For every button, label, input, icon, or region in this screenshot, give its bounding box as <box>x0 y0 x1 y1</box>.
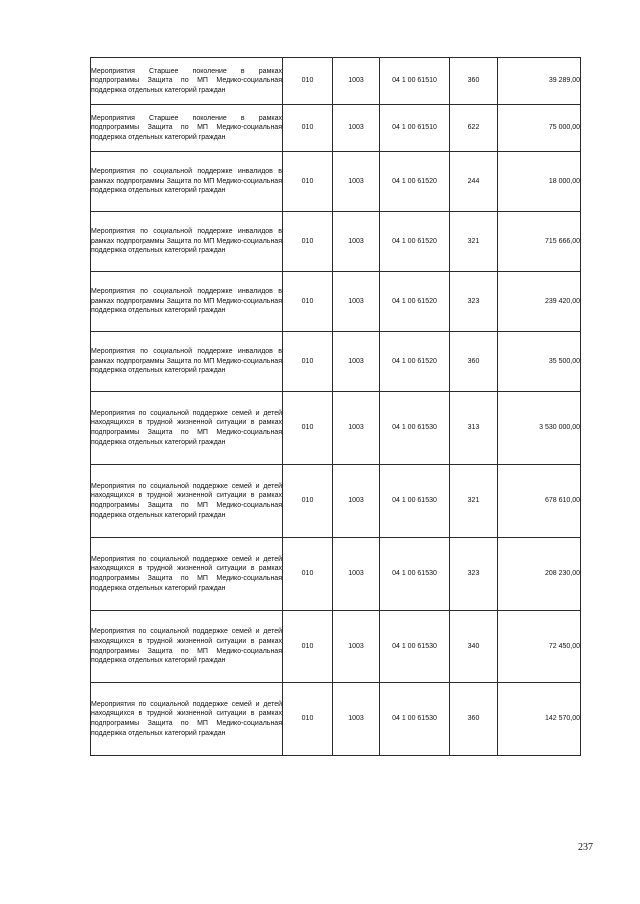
row-description: Мероприятия Старшее поколение в рамках подпрограммы Защита по МП Медико-социальная поддержка отдельных категорий граждан <box>91 105 283 152</box>
row-expense-type: 360 <box>450 58 498 105</box>
row-description: Мероприятия по социальной поддержке инвалидов в рамках подпрограммы Защита по МП Медико-социальная поддержка отдельных категорий граждан <box>91 212 283 272</box>
row-section-code: 1003 <box>333 58 380 105</box>
row-expense-type: 622 <box>450 105 498 152</box>
row-target-code: 04 1 00 61520 <box>380 332 450 392</box>
row-amount: 39 289,00 <box>498 58 581 105</box>
row-section-code: 1003 <box>333 105 380 152</box>
row-amount: 72 450,00 <box>498 611 581 683</box>
row-description: Мероприятия по социальной поддержке семей и детей находящихся в трудной жизненной ситуации в рамках подпрограммы Защита по МП Медико-социальная поддержка отдельных категорий граждан <box>91 683 283 756</box>
row-target-code: 04 1 00 61520 <box>380 212 450 272</box>
row-description: Мероприятия по социальной поддержке семей и детей находящихся в трудной жизненной ситуации в рамках подпрограммы Защита по МП Медико-социальная поддержка отдельных категорий граждан <box>91 538 283 611</box>
row-section-code: 1003 <box>333 392 380 465</box>
row-section-code: 1003 <box>333 332 380 392</box>
row-amount: 678 610,00 <box>498 465 581 538</box>
table-row <box>91 332 581 392</box>
row-description: Мероприятия по социальной поддержке инвалидов в рамках подпрограммы Защита по МП Медико-социальная поддержка отдельных категорий граждан <box>91 152 283 212</box>
row-ministry-code: 010 <box>283 212 333 272</box>
row-description: Мероприятия по социальной поддержке инвалидов в рамках подпрограммы Защита по МП Медико-социальная поддержка отдельных категорий граждан <box>91 272 283 332</box>
row-ministry-code: 010 <box>283 272 333 332</box>
row-expense-type: 244 <box>450 152 498 212</box>
row-amount: 208 230,00 <box>498 538 581 611</box>
row-section-code: 1003 <box>333 538 380 611</box>
row-ministry-code: 010 <box>283 611 333 683</box>
budget-table <box>90 57 581 756</box>
row-section-code: 1003 <box>333 611 380 683</box>
row-description: Мероприятия по социальной поддержке семей и детей находящихся в трудной жизненной ситуации в рамках подпрограммы Защита по МП Медико-социальная поддержка отдельных категорий граждан <box>91 392 283 465</box>
row-ministry-code: 010 <box>283 332 333 392</box>
row-amount: 75 000,00 <box>498 105 581 152</box>
row-expense-type: 321 <box>450 465 498 538</box>
table-row <box>91 611 581 683</box>
table-row <box>91 272 581 332</box>
row-target-code: 04 1 00 61530 <box>380 392 450 465</box>
table-row <box>91 392 581 465</box>
row-amount: 142 570,00 <box>498 683 581 756</box>
row-section-code: 1003 <box>333 212 380 272</box>
row-ministry-code: 010 <box>283 392 333 465</box>
table-row <box>91 58 581 105</box>
row-target-code: 04 1 00 61530 <box>380 538 450 611</box>
row-target-code: 04 1 00 61530 <box>380 611 450 683</box>
table-row <box>91 152 581 212</box>
row-ministry-code: 010 <box>283 465 333 538</box>
page-number: 237 <box>578 842 593 853</box>
row-section-code: 1003 <box>333 683 380 756</box>
row-amount: 715 666,00 <box>498 212 581 272</box>
row-target-code: 04 1 00 61510 <box>380 105 450 152</box>
row-ministry-code: 010 <box>283 58 333 105</box>
row-target-code: 04 1 00 61520 <box>380 152 450 212</box>
row-expense-type: 323 <box>450 272 498 332</box>
row-expense-type: 340 <box>450 611 498 683</box>
table-row <box>91 105 581 152</box>
row-amount: 18 000,00 <box>498 152 581 212</box>
row-target-code: 04 1 00 61510 <box>380 58 450 105</box>
row-description: Мероприятия по социальной поддержке инвалидов в рамках подпрограммы Защита по МП Медико-социальная поддержка отдельных категорий граждан <box>91 332 283 392</box>
row-target-code: 04 1 00 61530 <box>380 683 450 756</box>
row-section-code: 1003 <box>333 465 380 538</box>
row-amount: 35 500,00 <box>498 332 581 392</box>
row-ministry-code: 010 <box>283 105 333 152</box>
table-row <box>91 683 581 756</box>
row-target-code: 04 1 00 61520 <box>380 272 450 332</box>
row-expense-type: 360 <box>450 683 498 756</box>
row-ministry-code: 010 <box>283 538 333 611</box>
budget-table-body <box>91 58 581 756</box>
table-row <box>91 538 581 611</box>
row-section-code: 1003 <box>333 272 380 332</box>
row-section-code: 1003 <box>333 152 380 212</box>
row-expense-type: 323 <box>450 538 498 611</box>
row-description: Мероприятия по социальной поддержке семей и детей находящихся в трудной жизненной ситуации в рамках подпрограммы Защита по МП Медико-социальная поддержка отдельных категорий граждан <box>91 611 283 683</box>
table-row <box>91 212 581 272</box>
row-ministry-code: 010 <box>283 683 333 756</box>
row-description: Мероприятия Старшее поколение в рамках подпрограммы Защита по МП Медико-социальная поддержка отдельных категорий граждан <box>91 58 283 105</box>
row-ministry-code: 010 <box>283 152 333 212</box>
table-row <box>91 465 581 538</box>
row-expense-type: 321 <box>450 212 498 272</box>
row-expense-type: 360 <box>450 332 498 392</box>
row-amount: 3 530 000,00 <box>498 392 581 465</box>
row-description: Мероприятия по социальной поддержке семей и детей находящихся в трудной жизненной ситуации в рамках подпрограммы Защита по МП Медико-социальная поддержка отдельных категорий граждан <box>91 465 283 538</box>
row-amount: 239 420,00 <box>498 272 581 332</box>
row-target-code: 04 1 00 61530 <box>380 465 450 538</box>
row-expense-type: 313 <box>450 392 498 465</box>
